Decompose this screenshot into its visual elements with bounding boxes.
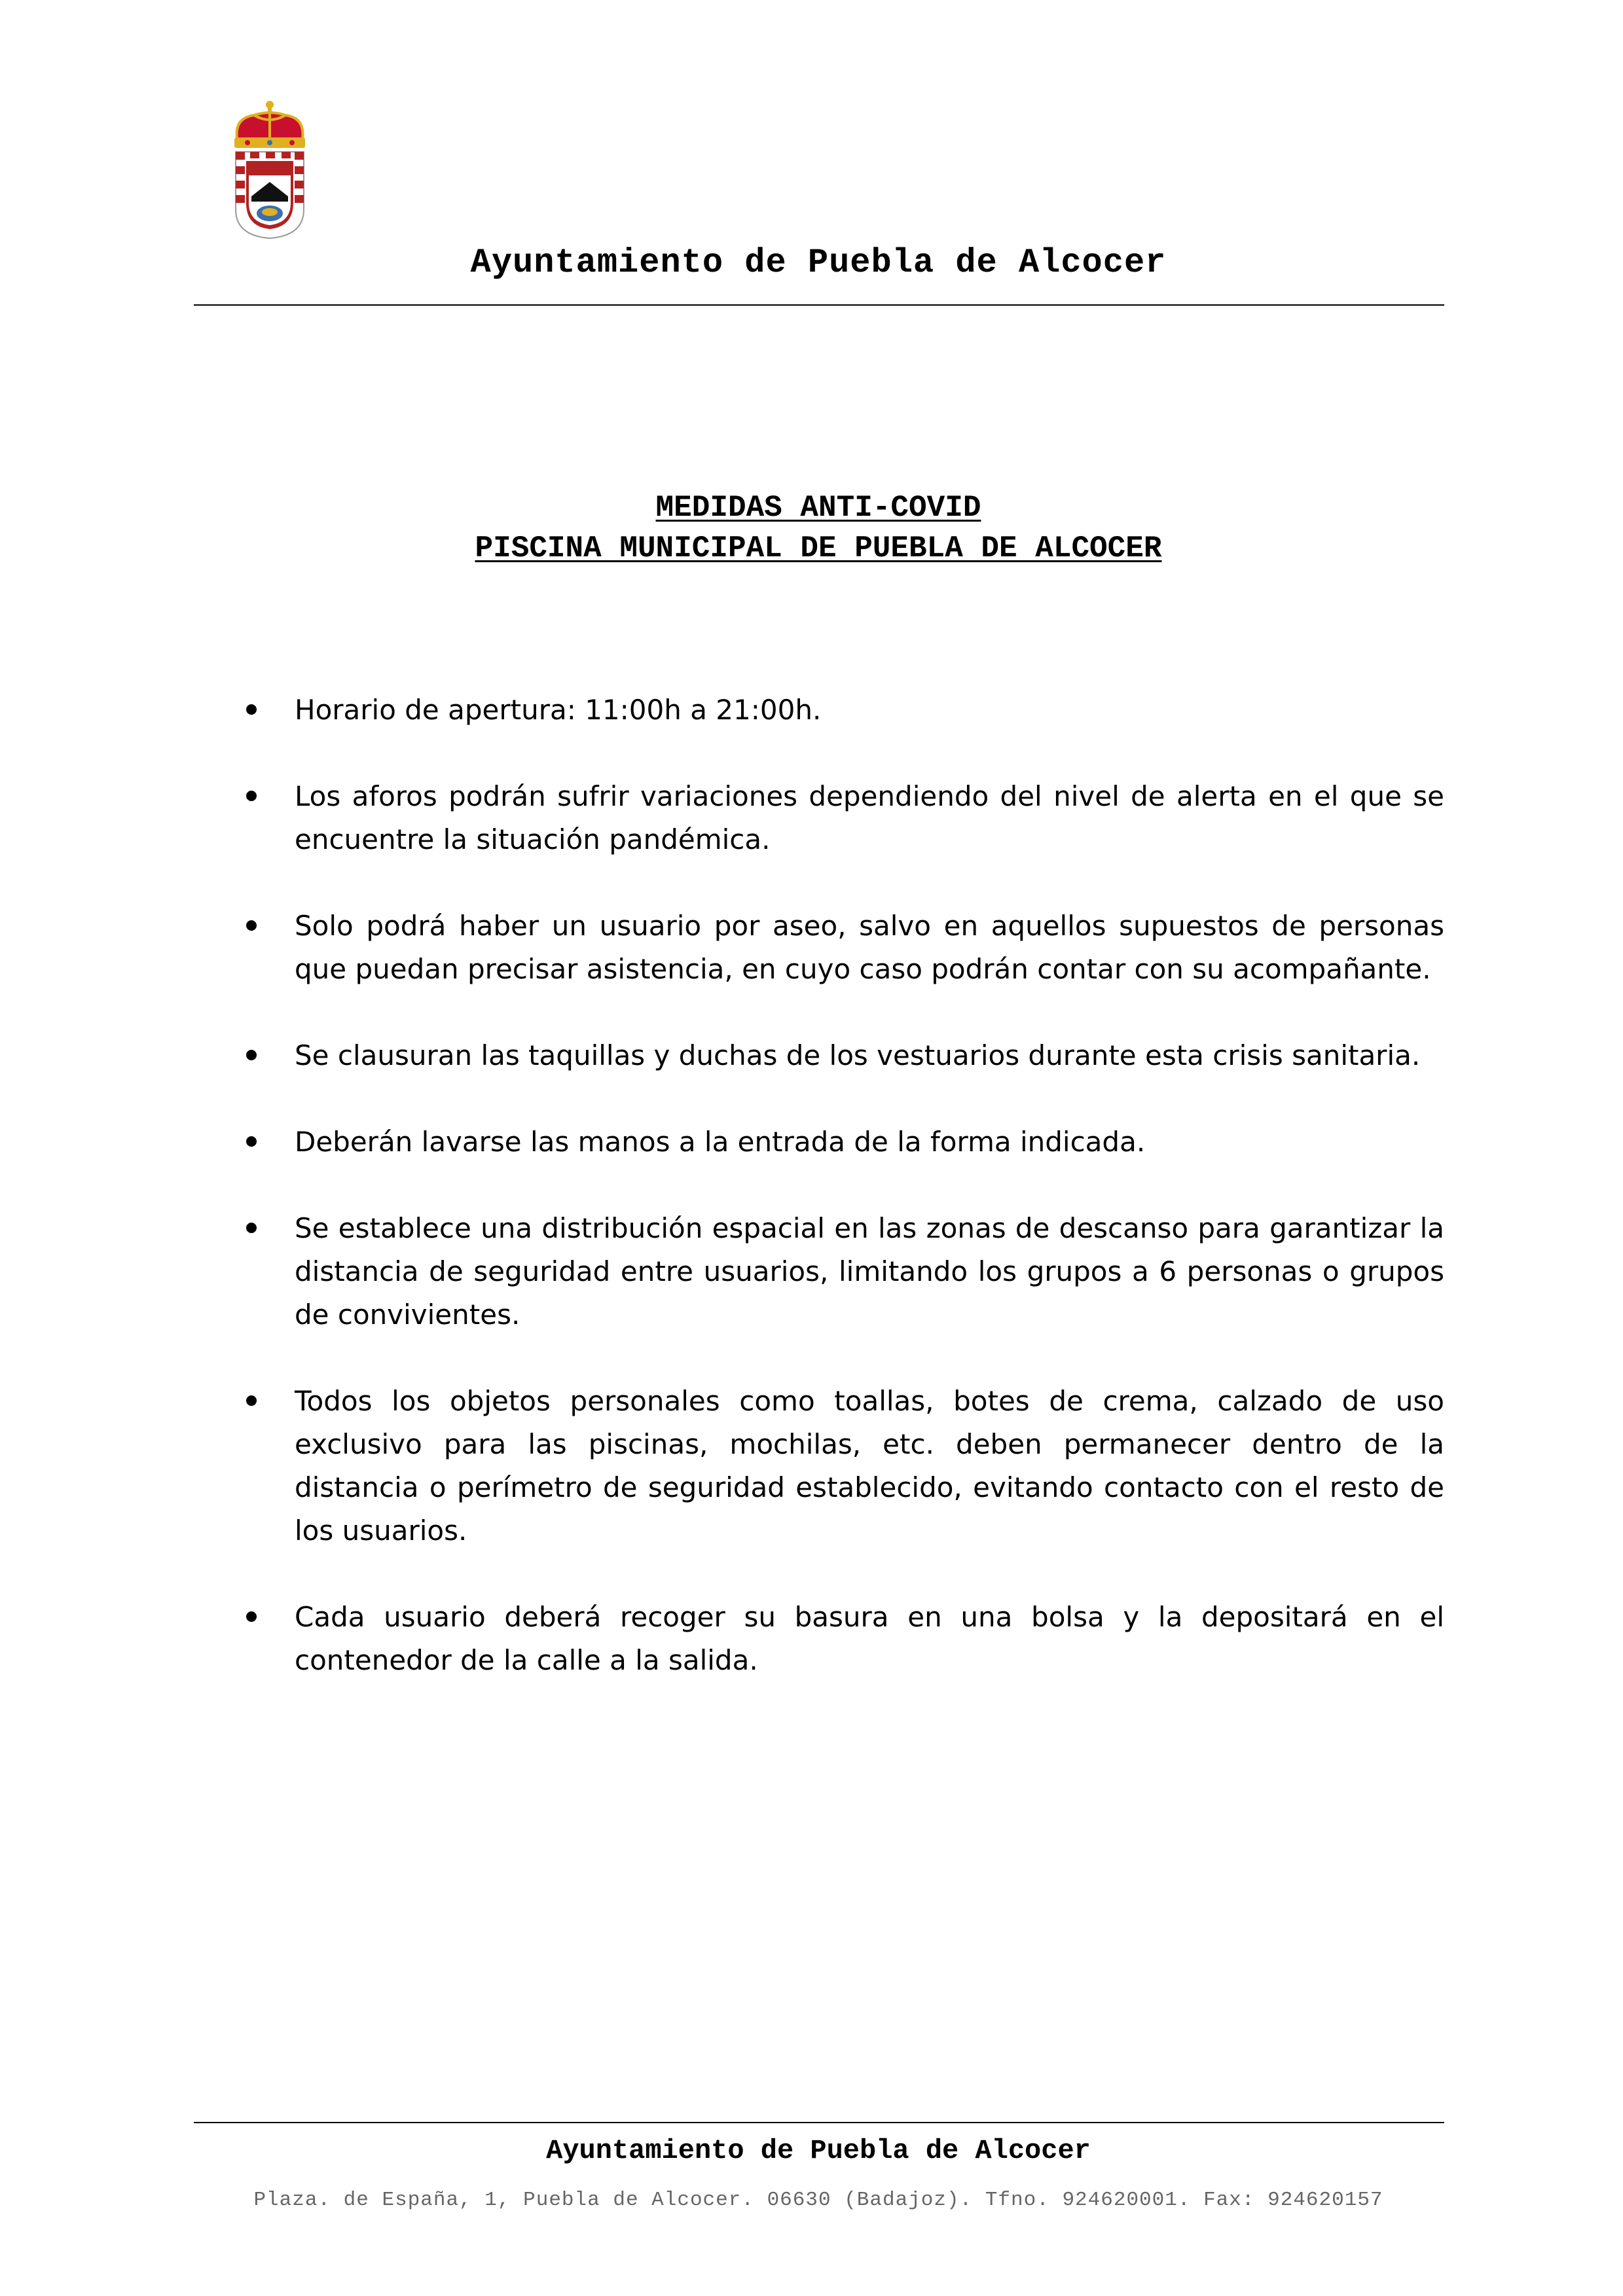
measure-text: Se establece una distribución espacial en las zonas de descanso para garantizar la distancia de seguridad entre usuarios, limitando los grupos a 6 personas o grupos de convivientes. — [295, 1212, 1444, 1331]
measure-text: Los aforos podrán sufrir variaciones dependiendo del nivel de alerta en el que se encuentre la situación pandémica. — [295, 780, 1444, 855]
list-item — [246, 1380, 1444, 1552]
municipal-coat-of-arms-icon — [228, 98, 312, 242]
bullet-icon — [246, 1050, 257, 1060]
list-item — [246, 689, 1444, 732]
footer-address: Plaza. de España, 1, Puebla de Alcocer. 06630 (Badajoz). Tfno. 924620001. Fax: 924620157 — [253, 2189, 1383, 2212]
bullet-icon — [246, 791, 257, 801]
bullet-icon — [246, 1395, 257, 1406]
document-title — [196, 488, 1440, 569]
measures-list — [246, 689, 1444, 1725]
document-title-line-1: MEDIDAS ANTI-COVID — [655, 491, 981, 525]
header-divider — [194, 304, 1444, 306]
bullet-icon — [246, 1611, 257, 1622]
measure-text: Cada usuario deberá recoger su basura en una bolsa y la depositará en el contenedor de la calle a la salida. — [295, 1601, 1444, 1676]
bullet-icon — [246, 1136, 257, 1147]
list-item — [246, 1121, 1444, 1164]
bullet-icon — [246, 920, 257, 931]
measure-text: Todos los objetos personales como toallas, botes de crema, calzado de uso exclusivo para las piscinas, mochilas, etc. deben permanecer dentro de la distancia o perímetro de seguridad establecido, evitando contacto con el resto de los usuarios. — [295, 1385, 1444, 1547]
footer-title: Ayuntamiento de Puebla de Alcocer — [546, 2135, 1091, 2166]
header-title: Ayuntamiento de Puebla de Alcocer — [470, 243, 1167, 282]
measure-text: Se clausuran las taquillas y duchas de los vestuarios durante esta crisis sanitaria. — [295, 1039, 1421, 1071]
list-item — [246, 775, 1444, 861]
bullet-icon — [246, 704, 257, 715]
measure-text: Solo podrá haber un usuario por aseo, salvo en aquellos supuestos de personas que puedan precisar asistencia, en cuyo caso podrán contar con su acompañante. — [295, 910, 1444, 985]
measure-text: Deberán lavarse las manos a la entrada de la forma indicada. — [295, 1126, 1146, 1158]
measure-text: Horario de apertura: 11:00h a 21:00h. — [295, 694, 822, 726]
list-item — [246, 1034, 1444, 1077]
document-title-line-2: PISCINA MUNICIPAL DE PUEBLA DE ALCOCER — [475, 531, 1162, 565]
list-item — [246, 905, 1444, 991]
list-item — [246, 1207, 1444, 1336]
list-item — [246, 1596, 1444, 1682]
bullet-icon — [246, 1223, 257, 1233]
footer-divider — [194, 2122, 1444, 2123]
